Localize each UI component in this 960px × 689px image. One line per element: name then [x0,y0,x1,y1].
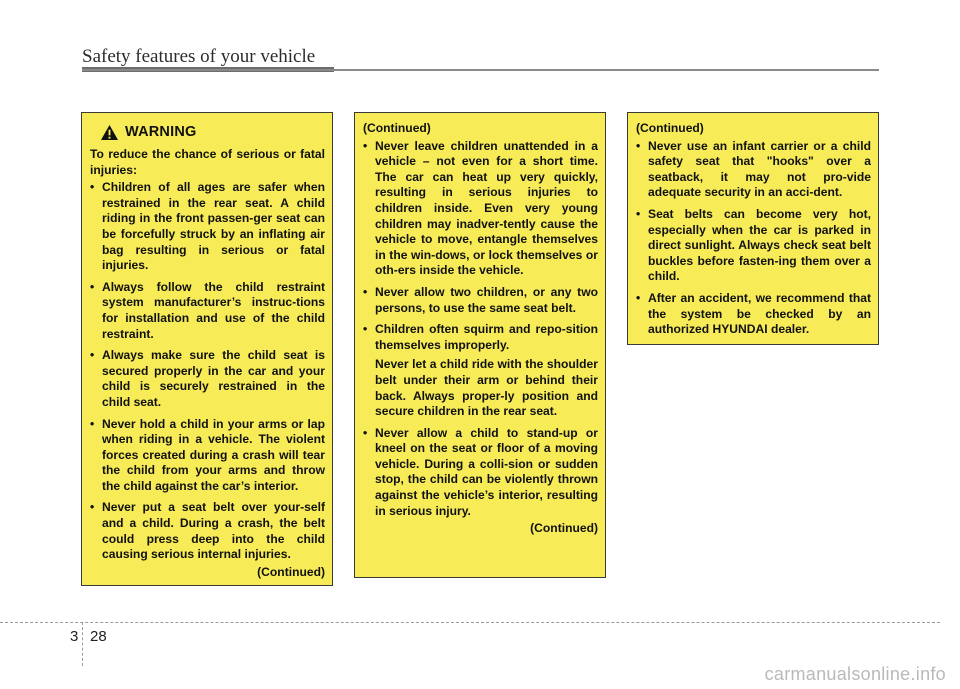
footer-divider [82,622,83,666]
list-item: • Never leave children unattended in a vehicle – not even for a short time. The car can heat up very quickly, resulting in serious injuries to children inside. Even very young children may inadver-tently cause the vehicle to move, entangle themselves in the win-dows, or lock themselves or oth-ers inside the vehicle. [363,139,598,279]
continued-label: (Continued) [257,564,325,579]
warning-intro: To reduce the chance of serious or fatal injuries: [90,147,325,177]
list-item: • Always make sure the child seat is secured properly in the car and your child is securely restrained in the child seat. [90,348,325,410]
list-item: • Always follow the child restraint system manufacturer’s instruc-tions for installation and use of the child restraint. [90,280,325,342]
watermark: carmanualsonline.info [764,664,946,684]
page-number: 28 [90,628,107,645]
list-item: • Children of all ages are safer when restrained in the rear seat. A child riding in the front passen-ger seat can be forcefully struck by an inflating air bag resulting in serious or fatal injuries. [90,180,325,274]
warning-list [636,139,871,338]
warning-box-continued-1 [354,112,606,578]
list-item: • Children often squirm and repo-sition themselves improperly. [363,322,598,353]
chapter-number: 3 [70,628,79,645]
list-item: • Never put a seat belt over your-self and a child. During a crash, the belt could press deep into the child causing serious internal injuries. [90,500,325,562]
continued-label: (Continued) [530,521,598,536]
list-item: • Seat belts can become very hot, especially when the car is parked in direct sunlight. Always check seat belt buckles before fasten-ing them over a child. [636,207,871,285]
list-item: • After an accident, we recommend that the system be checked by an authorized HYUNDAI dealer. [636,291,871,338]
page-header-title: Safety features of your vehicle [82,46,316,67]
list-item: • Never allow a child to stand-up or kneel on the seat or floor of a moving vehicle. During a colli-sion or sudden stop, the child can be violently thrown against the vehicle’s interior, resulting in serious injury. [363,426,598,520]
header-rule [82,69,879,71]
warning-list [90,180,325,563]
continued-top-label: (Continued) [636,121,704,135]
warning-triangle-icon [100,124,119,141]
list-item: • Never allow two children, or any two persons, to use the same seat belt. [363,285,598,316]
footer-rule [0,622,940,623]
warning-list [363,139,598,354]
warning-list [363,426,598,520]
warning-box-continued-2 [627,112,879,345]
sub-paragraph: Never let a child ride with the shoulder belt under their arm or behind their back. Always proper-ly position and secure children in the rear seat. [375,357,598,419]
continued-top-label: (Continued) [363,121,431,135]
list-item: • Never use an infant carrier or a child safety seat that "hooks" over a seatback, it may not pro-vide adequate security in an acci-dent. [636,139,871,201]
list-item: • Never hold a child in your arms or lap when riding in a vehicle. The violent forces created during a crash will tear the child from your arms and throw the child against the car’s interior. [90,417,325,495]
warning-box [81,112,333,586]
warning-heading [100,124,325,141]
warning-title: WARNING [125,123,197,140]
